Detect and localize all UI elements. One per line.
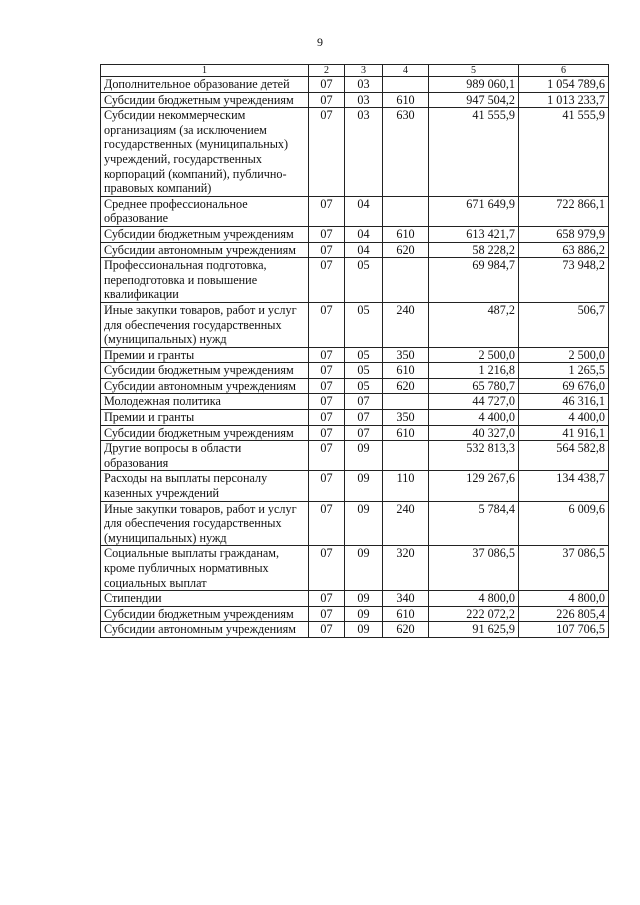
page-number: 9 — [317, 35, 323, 49]
column-number-row — [101, 65, 609, 77]
expense-type-code: 630 — [383, 108, 429, 197]
table-row — [101, 606, 609, 622]
table-row — [101, 196, 609, 226]
item-name: Субсидии некоммерческим организациям (за исключением государственных (муниципальных) учреждений, государственных корпораций (компаний), публично-правовых компаний) — [101, 108, 309, 197]
item-name: Премии и гранты — [101, 347, 309, 363]
section-code: 07 — [309, 347, 345, 363]
expense-type-code: 610 — [383, 226, 429, 242]
expense-type-code: 350 — [383, 410, 429, 426]
table-row — [101, 394, 609, 410]
expense-type-code: 320 — [383, 546, 429, 591]
amount-year-1: 671 649,9 — [429, 196, 519, 226]
amount-year-1: 91 625,9 — [429, 622, 519, 638]
item-name: Иные закупки товаров, работ и услуг для обеспечения государственных (муниципальных) нужд — [101, 302, 309, 347]
amount-year-2: 41 916,1 — [519, 425, 609, 441]
expense-type-code: 610 — [383, 363, 429, 379]
subsection-code: 04 — [345, 196, 383, 226]
table-row — [101, 302, 609, 347]
subsection-code: 04 — [345, 242, 383, 258]
amount-year-2: 4 800,0 — [519, 591, 609, 607]
amount-year-2: 658 979,9 — [519, 226, 609, 242]
expense-type-code — [383, 196, 429, 226]
expense-type-code: 610 — [383, 606, 429, 622]
expense-type-code: 340 — [383, 591, 429, 607]
section-code: 07 — [309, 108, 345, 197]
expense-type-code — [383, 441, 429, 471]
table-row — [101, 242, 609, 258]
table-row — [101, 258, 609, 303]
table-row — [101, 441, 609, 471]
amount-year-2: 46 316,1 — [519, 394, 609, 410]
amount-year-1: 129 267,6 — [429, 471, 519, 501]
column-header-1: 1 — [101, 65, 309, 77]
subsection-code: 04 — [345, 226, 383, 242]
amount-year-2: 1 265,5 — [519, 363, 609, 379]
subsection-code: 09 — [345, 606, 383, 622]
subsection-code: 09 — [345, 441, 383, 471]
table-row — [101, 92, 609, 108]
item-name: Среднее профессиональное образование — [101, 196, 309, 226]
subsection-code: 03 — [345, 92, 383, 108]
item-name: Субсидии автономным учреждениям — [101, 378, 309, 394]
amount-year-1: 1 216,8 — [429, 363, 519, 379]
expense-type-code — [383, 258, 429, 303]
column-header-4: 4 — [383, 65, 429, 77]
item-name: Премии и гранты — [101, 410, 309, 426]
amount-year-2: 1 013 233,7 — [519, 92, 609, 108]
amount-year-1: 40 327,0 — [429, 425, 519, 441]
item-name: Социальные выплаты гражданам, кроме публичных нормативных социальных выплат — [101, 546, 309, 591]
item-name: Субсидии бюджетным учреждениям — [101, 226, 309, 242]
amount-year-2: 2 500,0 — [519, 347, 609, 363]
subsection-code: 03 — [345, 108, 383, 197]
section-code: 07 — [309, 196, 345, 226]
amount-year-1: 44 727,0 — [429, 394, 519, 410]
section-code: 07 — [309, 258, 345, 303]
expense-type-code: 620 — [383, 622, 429, 638]
item-name: Другие вопросы в области образования — [101, 441, 309, 471]
item-name: Субсидии бюджетным учреждениям — [101, 606, 309, 622]
column-header-6: 6 — [519, 65, 609, 77]
table-row — [101, 410, 609, 426]
section-code: 07 — [309, 363, 345, 379]
budget-table — [100, 64, 609, 638]
amount-year-1: 58 228,2 — [429, 242, 519, 258]
table-row — [101, 425, 609, 441]
item-name: Стипендии — [101, 591, 309, 607]
section-code: 07 — [309, 591, 345, 607]
subsection-code: 09 — [345, 591, 383, 607]
amount-year-2: 107 706,5 — [519, 622, 609, 638]
section-code: 07 — [309, 302, 345, 347]
table-row — [101, 226, 609, 242]
table-row — [101, 378, 609, 394]
amount-year-1: 613 421,7 — [429, 226, 519, 242]
subsection-code: 07 — [345, 394, 383, 410]
expense-type-code — [383, 394, 429, 410]
column-header-2: 2 — [309, 65, 345, 77]
section-code: 07 — [309, 77, 345, 93]
amount-year-2: 69 676,0 — [519, 378, 609, 394]
amount-year-2: 564 582,8 — [519, 441, 609, 471]
amount-year-1: 989 060,1 — [429, 77, 519, 93]
subsection-code: 07 — [345, 425, 383, 441]
amount-year-1: 487,2 — [429, 302, 519, 347]
table-row — [101, 546, 609, 591]
amount-year-2: 1 054 789,6 — [519, 77, 609, 93]
item-name: Субсидии автономным учреждениям — [101, 622, 309, 638]
expense-type-code: 610 — [383, 92, 429, 108]
section-code: 07 — [309, 471, 345, 501]
item-name: Дополнительное образование детей — [101, 77, 309, 93]
expense-type-code: 620 — [383, 378, 429, 394]
amount-year-1: 65 780,7 — [429, 378, 519, 394]
amount-year-1: 69 984,7 — [429, 258, 519, 303]
section-code: 07 — [309, 410, 345, 426]
budget-table-body — [101, 65, 609, 638]
amount-year-1: 2 500,0 — [429, 347, 519, 363]
item-name: Расходы на выплаты персоналу казенных учреждений — [101, 471, 309, 501]
section-code: 07 — [309, 546, 345, 591]
expense-type-code: 350 — [383, 347, 429, 363]
subsection-code: 09 — [345, 501, 383, 546]
amount-year-2: 506,7 — [519, 302, 609, 347]
amount-year-2: 41 555,9 — [519, 108, 609, 197]
expense-type-code: 240 — [383, 501, 429, 546]
item-name: Профессиональная подготовка, переподготовка и повышение квалификации — [101, 258, 309, 303]
item-name: Субсидии бюджетным учреждениям — [101, 92, 309, 108]
subsection-code: 07 — [345, 410, 383, 426]
subsection-code: 09 — [345, 622, 383, 638]
table-row — [101, 622, 609, 638]
item-name: Молодежная политика — [101, 394, 309, 410]
amount-year-2: 73 948,2 — [519, 258, 609, 303]
subsection-code: 05 — [345, 347, 383, 363]
item-name: Иные закупки товаров, работ и услуг для обеспечения государственных (муниципальных) нужд — [101, 501, 309, 546]
column-header-3: 3 — [345, 65, 383, 77]
table-row — [101, 471, 609, 501]
expense-type-code: 610 — [383, 425, 429, 441]
item-name: Субсидии бюджетным учреждениям — [101, 425, 309, 441]
subsection-code: 09 — [345, 471, 383, 501]
section-code: 07 — [309, 394, 345, 410]
amount-year-2: 722 866,1 — [519, 196, 609, 226]
section-code: 07 — [309, 622, 345, 638]
amount-year-1: 41 555,9 — [429, 108, 519, 197]
amount-year-1: 4 400,0 — [429, 410, 519, 426]
subsection-code: 03 — [345, 77, 383, 93]
table-row — [101, 347, 609, 363]
table-row — [101, 77, 609, 93]
amount-year-2: 226 805,4 — [519, 606, 609, 622]
section-code: 07 — [309, 425, 345, 441]
amount-year-1: 5 784,4 — [429, 501, 519, 546]
expense-type-code: 110 — [383, 471, 429, 501]
subsection-code: 05 — [345, 302, 383, 347]
amount-year-2: 4 400,0 — [519, 410, 609, 426]
subsection-code: 09 — [345, 546, 383, 591]
section-code: 07 — [309, 226, 345, 242]
table-row — [101, 108, 609, 197]
section-code: 07 — [309, 501, 345, 546]
amount-year-2: 63 886,2 — [519, 242, 609, 258]
table-row — [101, 363, 609, 379]
amount-year-1: 222 072,2 — [429, 606, 519, 622]
amount-year-2: 37 086,5 — [519, 546, 609, 591]
amount-year-2: 134 438,7 — [519, 471, 609, 501]
section-code: 07 — [309, 378, 345, 394]
subsection-code: 05 — [345, 258, 383, 303]
amount-year-1: 532 813,3 — [429, 441, 519, 471]
amount-year-2: 6 009,6 — [519, 501, 609, 546]
table-row — [101, 501, 609, 546]
amount-year-1: 4 800,0 — [429, 591, 519, 607]
item-name: Субсидии автономным учреждениям — [101, 242, 309, 258]
section-code: 07 — [309, 92, 345, 108]
section-code: 07 — [309, 441, 345, 471]
expense-type-code — [383, 77, 429, 93]
subsection-code: 05 — [345, 363, 383, 379]
subsection-code: 05 — [345, 378, 383, 394]
amount-year-1: 37 086,5 — [429, 546, 519, 591]
table-row — [101, 591, 609, 607]
expense-type-code: 240 — [383, 302, 429, 347]
amount-year-1: 947 504,2 — [429, 92, 519, 108]
section-code: 07 — [309, 242, 345, 258]
column-header-5: 5 — [429, 65, 519, 77]
section-code: 07 — [309, 606, 345, 622]
item-name: Субсидии бюджетным учреждениям — [101, 363, 309, 379]
expense-type-code: 620 — [383, 242, 429, 258]
